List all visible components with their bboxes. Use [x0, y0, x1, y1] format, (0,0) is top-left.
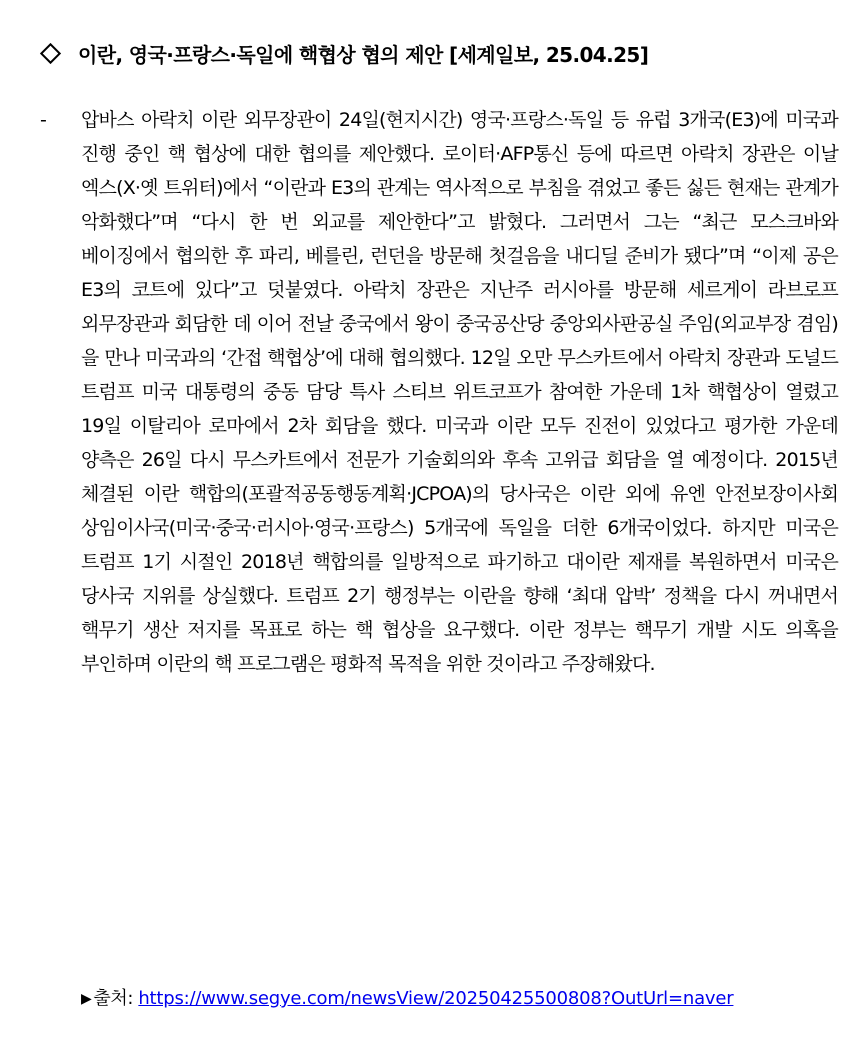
source-line — [81, 983, 733, 1015]
article-body: 압바스 아락치 이란 외무장관이 24일(현지시간) 영국·프랑스·독일 등 유럽 3개국(E3)에 미국과 진행 중인 핵 협상에 대한 협의를 제안했다. 로이터·AFP통신 등에 따르면 아락치 장관은 이날 엑스(X·옛 트위터)에서 “이란과 E3의 관계는 역사적으로 부침을 겪었고 좋든 싫든 현재는 관계가 악화했다”며 “다시 한 번 외교를 제안한다”고 밝혔다. 그러면서 그는 “최근 모스크바와 베이징에서 협의한 후 파리, 베를린, 런던을 방문해 첫걸음을 내디딜 준비가 됐다”며 “이제 공은 E3의 코트에 있다”고 덧붙였다. 아락치 장관은 지난주 러시아를 방문해 세르게이 라브로프 외무장관과 회담한 데 이어 전날 중국에서 왕이 중국공산당 중앙외사판공실 주임(외교부장 겸임)을 만나 미국과의 ‘간접 핵협상’에 대해 협의했다. 12일 오만 무스카트에서 아락치 장관과 도널드 트럼프 미국 대통령의 중동 담당 특사 스티브 위트코프가 참여한 가운데 1차 핵협상이 열렸고 19일 이탈리아 로마에서 2차 회담을 했다. 미국과 이란 모두 진전이 있었다고 평가한 가운데 양측은 26일 다시 무스카트에서 전문가 기술회의와 후속 고위급 회담을 열 예정이다. 2015년 체결된 이란 핵합의(포괄적공동행동계획·JCPOA)의 당사국은 이란 외에 유엔 안전보장이사회 상임이사국(미국·중국·러시아·영국·프랑스) 5개국에 독일을 더한 6개국이었다. 하지만 미국은 트럼프 1기 시절인 2018년 핵합의를 일방적으로 파기하고 대이란 제재를 복원하면서 미국은 당사국 지위를 상실했다. 트럼프 2기 행정부는 이란을 향해 ‘최대 압박’ 정책을 다시 꺼내면서 핵무기 생산 저지를 목표로 하는 핵 협상을 요구했다. 이란 정부는 핵무기 개발 시도 의혹을 부인하며 이란의 핵 프로그램은 평화적 목적을 위한 것이라고 주장해왔다. — [81, 109, 838, 675]
source-label: 출처: — [93, 988, 139, 1009]
triangle-right-icon: ▶ — [81, 991, 92, 1007]
bullet-dash: - — [40, 109, 47, 131]
article-header — [38, 36, 838, 70]
diamond-outline-icon — [40, 42, 61, 63]
article-title: 이란, 영국·프랑스·독일에 핵협상 협의 제안 [세계일보, 25.04.25] — [78, 42, 649, 67]
source-link[interactable]: https://www.segye.com/newsView/20250425500808?OutUrl=naver — [138, 988, 734, 1009]
